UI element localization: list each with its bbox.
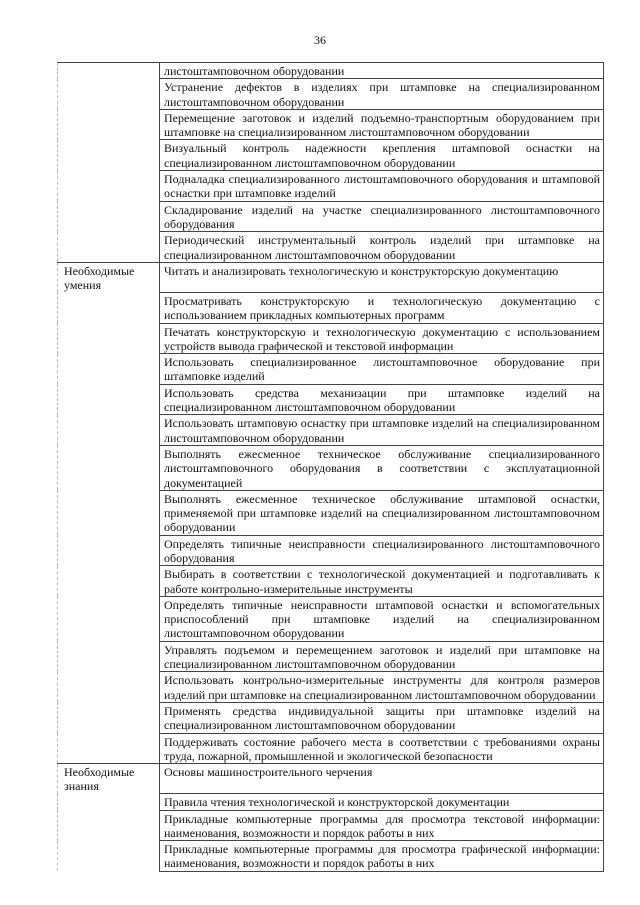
requirement-text: Использовать средства механизации при штамповке изделий на специализированном листоштамповочном оборудовании [160,384,604,415]
requirement-text: Периодический инструментальный контроль изделий при штамповке на специализированном листоштамповочном оборудовании [160,232,604,263]
group-label-cell [58,201,160,232]
requirement-text: Складирование изделий на участке специализированного листоштамповочного оборудования [160,201,604,232]
group-label-cell [58,415,160,446]
table-row [58,535,604,566]
table-row [58,140,604,171]
requirement-text: Поддерживать состояние рабочего места в соответствии с требованиями охраны труда, пожарной, промышленной и экологической безопасности [160,733,604,764]
table-row [58,566,604,597]
requirement-text: Использовать контрольно-измерительные инструменты для контроля размеров изделий при штамповке на специализированном листоштамповочном оборудовании [160,672,604,703]
table-row [58,810,604,841]
requirement-text: Прикладные компьютерные программы для просмотра текстовой информации: наименования, возможности и порядок работы в них [160,810,604,841]
table-row [58,109,604,140]
requirement-text: Управлять подъемом и перемещением заготовок и изделий при штамповке на специализированном листоштамповочном оборудовании [160,641,604,672]
table-row [58,733,604,764]
group-label-cell [58,232,160,263]
group-label-cell [58,764,160,794]
group-label-cell [58,490,160,535]
table-row [58,292,604,323]
requirement-text: Выполнять ежесменное техническое обслуживание специализированного листоштамповочного оборудования в соответствии с эксплуатационной документацией [160,445,604,490]
table-row [58,171,604,202]
group-label-cell [58,140,160,171]
requirement-text: Определять типичные неисправности специализированного листоштамповочного оборудования [160,535,604,566]
table-row [58,596,604,641]
group-label-cell [58,171,160,202]
table-row [58,415,604,446]
group-label-cell [58,79,160,110]
requirement-text: Визуальный контроль надежности крепления штамповой оснастки на специализированном листоштамповочном оборудовании [160,140,604,171]
group-label: Необходимые знания [64,765,135,794]
group-label-cell [58,841,160,872]
table-row [58,445,604,490]
table-row [58,323,604,354]
table-row [58,354,604,385]
group-label-cell [58,262,160,292]
requirement-text: Перемещение заготовок и изделий подъемно-транспортным оборудованием при штамповке на специализированном листоштамповочном оборудовании [160,109,604,140]
table-row [58,641,604,672]
requirement-text: Основы машиностроительного черчения [160,764,604,794]
requirement-text: листоштамповочном оборудовании [160,63,604,79]
group-label-cell [58,384,160,415]
page-number: 36 [314,33,326,47]
table-row [58,702,604,733]
requirements-table-body [58,63,604,872]
requirement-text: Использовать специализированное листоштамповочное оборудование при штамповке изделий [160,354,604,385]
group-label-cell [58,733,160,764]
requirements-table [57,62,604,872]
group-label-cell [58,445,160,490]
group-label-cell [58,596,160,641]
group-label: Необходимые умения [64,263,135,293]
table-row [58,672,604,703]
group-label-cell [58,323,160,354]
group-label-cell [58,641,160,672]
requirement-text: Выбирать в соответствии с технологической документацией и подготавливать к работе контрольно-измерительные инструменты [160,566,604,597]
requirement-text: Печатать конструкторскую и технологическую документацию с использованием устройств вывода графической и текстовой информации [160,323,604,354]
requirement-text: Подналадка специализированного листоштамповочного оборудования и штамповой оснастки при штамповке изделий [160,171,604,202]
group-label-cell [58,109,160,140]
group-label-cell [58,535,160,566]
requirement-text: Выполнять ежесменное техническое обслуживание штамповой оснастки, применяемой при штамповке изделий на специализированном листоштамповочном оборудовании [160,490,604,535]
table-row [58,384,604,415]
requirement-text: Определять типичные неисправности штамповой оснастки и вспомогательных приспособлений при штамповке изделий на специализированном листоштамповочном оборудовании [160,596,604,641]
group-label-cell [58,354,160,385]
requirement-text: Читать и анализировать технологическую и конструкторскую документацию [160,262,604,292]
table-row [58,232,604,263]
group-label-cell [58,702,160,733]
group-label-cell [58,292,160,323]
table-row [58,63,604,79]
group-label-cell [58,794,160,810]
requirement-text: Устранение дефектов в изделиях при штамповке на специализированном листоштамповочном оборудовании [160,79,604,110]
requirement-text: Правила чтения технологической и конструкторской документации [160,794,604,810]
table-row [58,201,604,232]
group-label-cell [58,63,160,79]
table-row [58,841,604,872]
requirement-text: Просматривать конструкторскую и технологическую документацию с использованием прикладных компьютерных программ [160,292,604,323]
group-label-cell [58,566,160,597]
requirement-text: Использовать штамповую оснастку при штамповке изделий на специализированном листоштамповочном оборудовании [160,415,604,446]
requirement-text: Применять средства индивидуальной защиты при штамповке изделий на специализированном листоштамповочном оборудовании [160,702,604,733]
requirement-text: Прикладные компьютерные программы для просмотра графической информации: наименования, возможности и порядок работы в них [160,841,604,872]
table-row [58,794,604,810]
table-row [58,79,604,110]
group-label-cell [58,672,160,703]
table-row [58,764,604,794]
group-label-cell [58,810,160,841]
table-row [58,262,604,292]
table-row [58,490,604,535]
